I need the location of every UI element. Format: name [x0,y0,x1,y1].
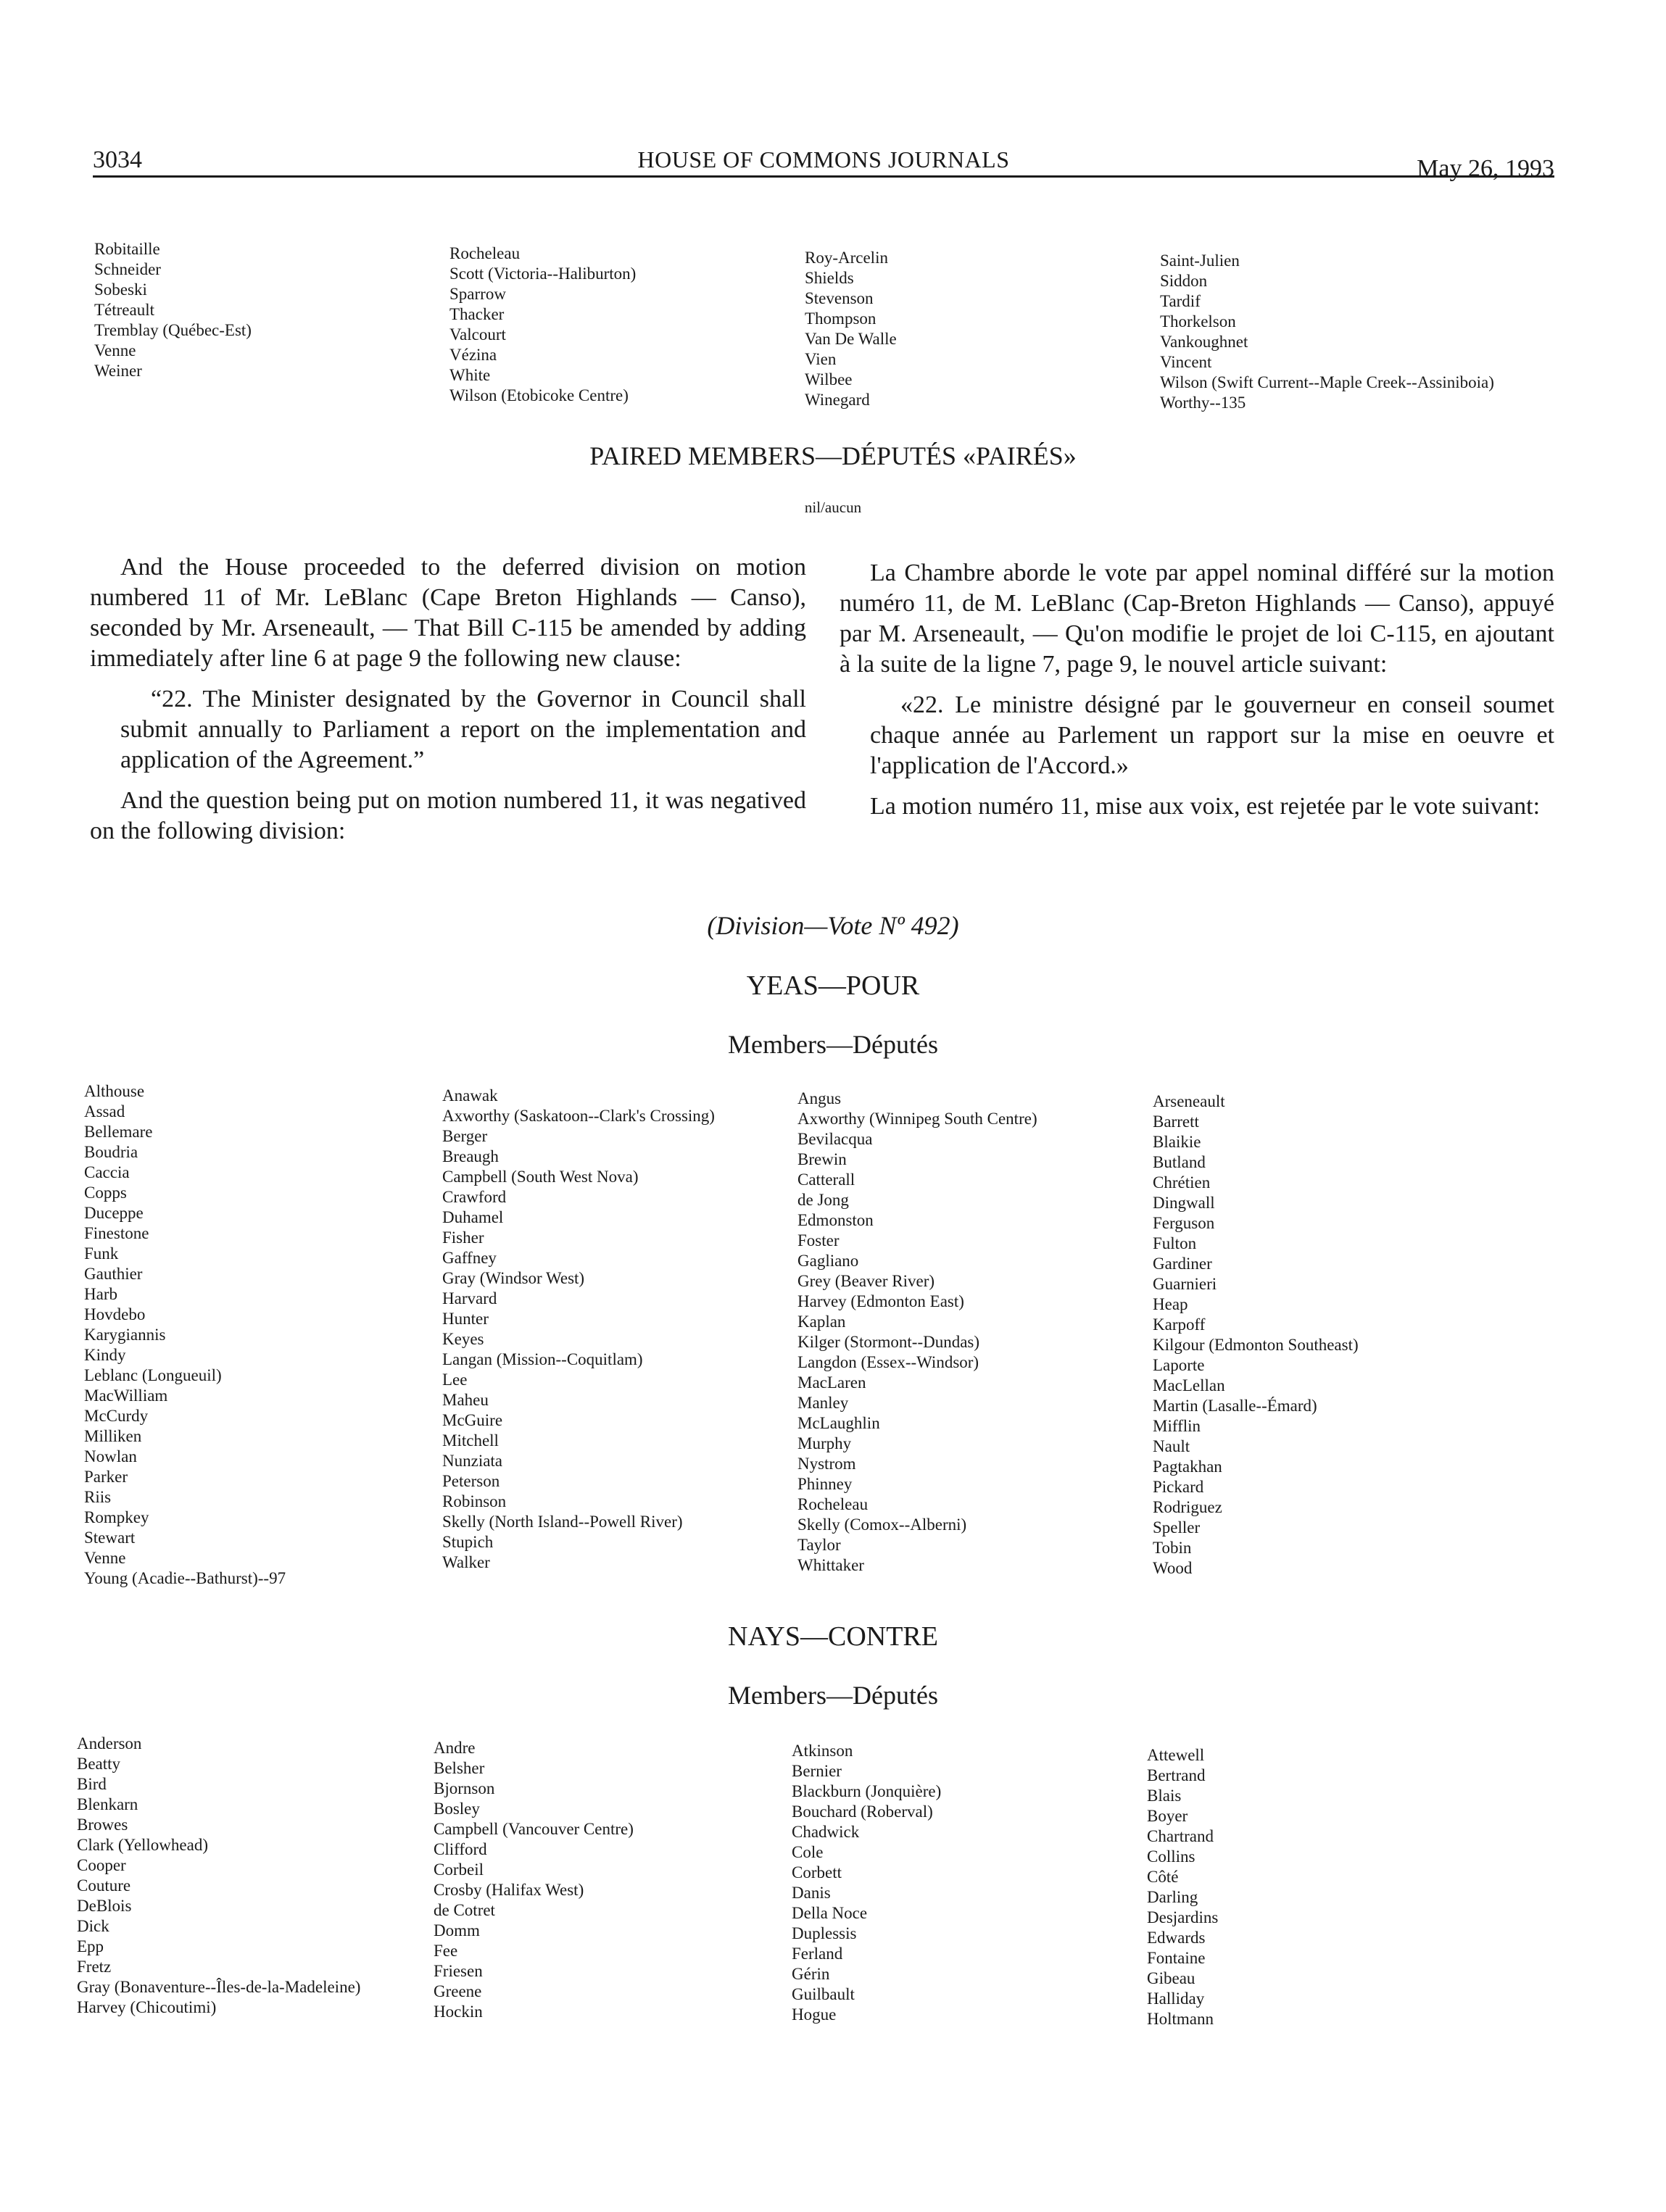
member-name: Harvard [442,1289,497,1307]
member-name: Weiner [94,362,142,380]
member-name: Thacker [449,305,505,323]
member-name: Rompkey [84,1508,149,1526]
english-paragraph-3: And the question being put on motion numbered 11, it was negatived on the following division: [90,787,806,844]
member-name: Skelly (North Island--Powell River) [442,1513,683,1531]
member-name: Chartrand [1147,1827,1214,1845]
member-name: Bernier [792,1762,842,1780]
member-name: Corbett [792,1863,842,1882]
member-name: Sobeski [94,280,147,299]
member-name: Fisher [442,1228,484,1247]
french-quoted-clause: «22. Le ministre désigné par le gouverneur en conseil soumet chaque année au Parlement un rapport sur la mise en oeuvre et l'application de l'Accord.» [870,691,1554,779]
member-name: Grey (Beaver River) [797,1272,935,1290]
french-paragraph-3: La motion numéro 11, mise aux voix, est rejetée par le vote suivant: [870,793,1541,820]
member-name: Campbell (South West Nova) [442,1168,639,1186]
member-name: Guilbault [792,1985,855,2003]
member-name: Edmonston [797,1211,874,1229]
member-name: Mifflin [1153,1417,1201,1435]
member-name: Duceppe [84,1204,144,1222]
yeas-column-2 [442,1086,715,1573]
member-name: Worthy--135 [1160,394,1246,412]
member-name: Darling [1147,1888,1198,1906]
member-name: Friesen [434,1962,483,1980]
member-name: Nystrom [797,1455,856,1473]
member-name: Anderson [77,1734,142,1752]
member-name: Venne [84,1549,126,1567]
member-name: Berger [442,1127,488,1145]
top-list-column-2 [449,244,636,406]
member-name: Holtmann [1147,2010,1214,2028]
member-name: Gauthier [84,1265,143,1283]
member-name: Gagliano [797,1252,859,1270]
member-name: Heap [1153,1295,1188,1313]
member-name: Campbell (Vancouver Centre) [434,1820,634,1838]
member-name: Robitaille [94,240,160,258]
member-name: Tardif [1160,292,1201,310]
member-name: Gibeau [1147,1969,1195,1987]
member-name: Boyer [1147,1807,1188,1825]
member-name: Chrétien [1153,1173,1211,1192]
member-name: Valcourt [449,325,506,344]
member-name: Hovdebo [84,1305,146,1323]
member-name: Nault [1153,1437,1190,1455]
member-name: Catterall [797,1171,855,1189]
member-name: McCurdy [84,1407,149,1425]
member-name: Scott (Victoria--Haliburton) [449,265,637,283]
english-paragraph-1: And the House proceeded to the deferred division on motion numbered 11 of Mr. LeBlanc (Cape Breton Highlands — Canso), seconded by Mr. Arseneault, — That Bill C-115 be amended by adding immediately after line 6 at page 9 the following new clause: [90,554,806,672]
member-name: Brewin [797,1150,847,1168]
member-name: Robinson [442,1492,507,1510]
member-name: Harvey (Edmonton East) [797,1292,964,1310]
member-name: Funk [84,1244,119,1263]
member-name: Tobin [1153,1539,1192,1557]
member-name: MacLellan [1153,1376,1225,1394]
member-name: Thompson [805,309,876,328]
member-name: Bjornson [434,1779,495,1797]
member-name: Venne [94,341,136,359]
member-name: Roy-Arcelin [805,249,888,267]
member-name: Fulton [1153,1234,1197,1252]
member-name: Harb [84,1285,117,1303]
division-number: (Division—Vote Nº 492) [707,911,959,940]
nays-heading: NAYS—CONTRE [728,1621,938,1652]
member-name: Corbeil [434,1860,484,1879]
member-name: Karpoff [1153,1315,1206,1334]
nays-column-2 [434,1738,634,2022]
member-name: Chadwick [792,1823,860,1841]
member-name: Blackburn (Jonquière) [792,1782,942,1800]
page-number: 3034 [93,146,142,173]
yeas-heading: YEAS—POUR [746,970,920,1001]
member-name: Desjardins [1147,1908,1219,1926]
member-name: Attewell [1147,1746,1205,1764]
paired-members-value: nil/aucun [804,499,862,516]
member-name: Phinney [797,1475,853,1493]
member-name: Butland [1153,1153,1206,1171]
member-name: Clark (Yellowhead) [77,1836,208,1854]
member-name: Murphy [797,1434,852,1452]
member-name: Axworthy (Saskatoon--Clark's Crossing) [442,1107,715,1125]
member-name: Foster [797,1231,840,1250]
member-name: Van De Walle [805,330,897,348]
member-name: Browes [77,1816,128,1834]
member-name: Pagtakhan [1153,1458,1222,1476]
french-text [840,558,1554,832]
member-name: Speller [1153,1518,1201,1537]
member-name: Tétreault [94,301,155,319]
top-list-column-4 [1160,251,1494,413]
member-name: Skelly (Comox--Alberni) [797,1515,967,1534]
member-name: Duplessis [792,1924,857,1942]
member-name: Maheu [442,1391,489,1409]
member-name: Greene [434,1982,482,2000]
journal-title: HOUSE OF COMMONS JOURNALS [637,146,1010,172]
member-name: Kilgour (Edmonton Southeast) [1153,1336,1359,1354]
member-name: Danis [792,1884,831,1902]
member-name: Breaugh [442,1147,499,1165]
member-name: Crawford [442,1188,507,1206]
member-name: Wilbee [805,370,853,388]
member-name: Siddon [1160,272,1208,290]
member-name: Atkinson [792,1742,853,1760]
nays-subheading: Members—Députés [728,1681,938,1710]
member-name: Dingwall [1153,1194,1215,1212]
english-quoted-clause: “22. The Minister designated by the Governor in Council shall submit annually to Parliament a report on the implementation and application of the Agreement.” [120,686,806,773]
member-name: Thorkelson [1160,312,1236,330]
member-name: Assad [84,1102,125,1120]
member-name: MacLaren [797,1373,866,1392]
member-name: Boudria [84,1143,138,1161]
paired-members-heading: PAIRED MEMBERS—DÉPUTÉS «PAIRÉS» [589,441,1077,470]
member-name: DeBlois [77,1897,132,1915]
member-name: Karygiannis [84,1326,166,1344]
member-name: Sparrow [449,285,506,303]
member-name: Wilson (Etobicoke Centre) [449,386,629,404]
member-name: Gray (Windsor West) [442,1269,585,1287]
member-name: Axworthy (Winnipeg South Centre) [797,1110,1037,1128]
member-name: Saint-Julien [1160,251,1240,270]
member-name: Nunziata [442,1452,503,1470]
member-name: Lee [442,1371,468,1389]
member-name: Martin (Lasalle--Émard) [1153,1397,1317,1415]
nays-column-3 [792,1741,941,2025]
member-name: de Cotret [434,1901,495,1919]
member-name: Epp [77,1937,104,1955]
member-name: Fretz [77,1958,112,1976]
member-name: Rocheleau [797,1495,869,1513]
member-name: Collins [1147,1847,1195,1866]
member-name: Anawak [442,1086,498,1105]
member-name: White [449,366,491,384]
member-name: Cole [792,1843,824,1861]
member-name: Andre [434,1739,476,1757]
member-name: Copps [84,1184,127,1202]
yeas-subheading: Members—Députés [728,1030,938,1059]
journal-date: May 26, 1993 [1417,155,1554,182]
member-name: Wilson (Swift Current--Maple Creek--Assiniboia) [1160,373,1494,391]
member-name: Ferguson [1153,1214,1215,1232]
member-name: Shields [805,269,854,287]
member-name: Gérin [792,1965,830,1983]
member-name: Stevenson [805,289,874,307]
yeas-column-4 [1153,1092,1359,1579]
member-name: McGuire [442,1411,503,1429]
member-name: Arseneault [1153,1092,1225,1110]
member-name: Laporte [1153,1356,1205,1374]
member-name: Bertrand [1147,1766,1206,1784]
member-name: Whittaker [797,1556,864,1574]
member-name: Winegard [805,391,870,409]
member-name: Nowlan [84,1447,137,1465]
member-name: Stupich [442,1533,494,1551]
member-name: Blaikie [1153,1133,1201,1151]
member-name: Halliday [1147,1989,1205,2008]
member-name: Langan (Mission--Coquitlam) [442,1350,643,1368]
member-name: Belsher [434,1759,485,1777]
member-name: Barrett [1153,1113,1199,1131]
member-name: Walker [442,1553,490,1571]
member-name: Rodriguez [1153,1498,1222,1516]
member-name: Gray (Bonaventure--Îles-de-la-Madeleine) [77,1978,361,1996]
member-name: Edwards [1147,1929,1206,1947]
member-name: Langdon (Essex--Windsor) [797,1353,979,1371]
member-name: Milliken [84,1427,142,1445]
member-name: Blenkarn [77,1795,138,1813]
member-name: Finestone [84,1224,149,1242]
member-name: Kaplan [797,1313,846,1331]
member-name: Bevilacqua [797,1130,873,1148]
member-name: Vincent [1160,353,1212,371]
member-name: Bouchard (Roberval) [792,1803,933,1821]
member-name: Della Noce [792,1904,868,1922]
member-name: Riis [84,1488,112,1506]
member-name: Clifford [434,1840,487,1858]
member-name: MacWilliam [84,1386,168,1405]
french-paragraph-1: La Chambre aborde le vote par appel nominal différé sur la motion numéro 11, de M. LeBlanc (Cap-Breton Highlands — Canso), appuyé par M. Arseneault, — Qu'on modifie le projet de loi C-115, en ajoutant à la suite de la ligne 7, page 9, le nouvel article suivant: [840,560,1554,678]
member-name: Peterson [442,1472,500,1490]
member-name: Young (Acadie--Bathurst)--97 [84,1569,286,1587]
member-name: Bird [77,1775,107,1793]
member-name: Rocheleau [449,244,521,262]
top-list-column-3 [805,248,897,410]
member-name: Keyes [442,1330,484,1348]
member-name: Gaffney [442,1249,497,1267]
member-name: Harvey (Chicoutimi) [77,1998,217,2016]
member-name: Gardiner [1153,1255,1212,1273]
member-name: Bosley [434,1800,480,1818]
member-name: Tremblay (Québec-Est) [94,321,252,339]
member-name: Crosby (Halifax West) [434,1881,584,1899]
member-name: Fee [434,1942,458,1960]
yeas-column-1 [84,1081,286,1589]
member-name: Couture [77,1876,131,1895]
english-text [90,552,806,857]
member-name: Cooper [77,1856,126,1874]
member-name: Ferland [792,1945,843,1963]
member-name: McLaughlin [797,1414,880,1432]
member-name: Althouse [84,1082,145,1100]
member-name: Vézina [449,346,497,364]
member-name: Blais [1147,1787,1182,1805]
top-list-column-1 [94,239,252,381]
member-name: Guarnieri [1153,1275,1217,1293]
member-name: Pickard [1153,1478,1204,1496]
member-name: Duhamel [442,1208,504,1226]
member-name: Schneider [94,260,161,278]
member-name: Vankoughnet [1160,333,1248,351]
nays-column-4 [1147,1745,1218,2029]
page-header [93,144,1554,182]
member-name: Domm [434,1921,480,1939]
member-name: Hunter [442,1310,489,1328]
yeas-column-3 [797,1089,1037,1576]
member-name: Stewart [84,1529,136,1547]
member-name: Wood [1153,1559,1193,1577]
member-name: Caccia [84,1163,130,1181]
member-name: Angus [797,1089,842,1107]
member-name: Mitchell [442,1431,499,1450]
member-name: Beatty [77,1755,121,1773]
member-name: Dick [77,1917,109,1935]
member-name: de Jong [797,1191,849,1209]
member-name: Hockin [434,2003,483,2021]
member-name: Leblanc (Longueuil) [84,1366,222,1384]
member-name: Côté [1147,1868,1179,1886]
member-name: Fontaine [1147,1949,1206,1967]
member-name: Parker [84,1468,128,1486]
member-name: Kilger (Stormont--Dundas) [797,1333,980,1351]
member-name: Taylor [797,1536,841,1554]
member-name: Vien [805,350,837,368]
member-name: Manley [797,1394,849,1412]
member-name: Hogue [792,2005,837,2024]
nays-column-1 [77,1734,360,2018]
member-name: Kindy [84,1346,126,1364]
member-name: Bellemare [84,1123,153,1141]
